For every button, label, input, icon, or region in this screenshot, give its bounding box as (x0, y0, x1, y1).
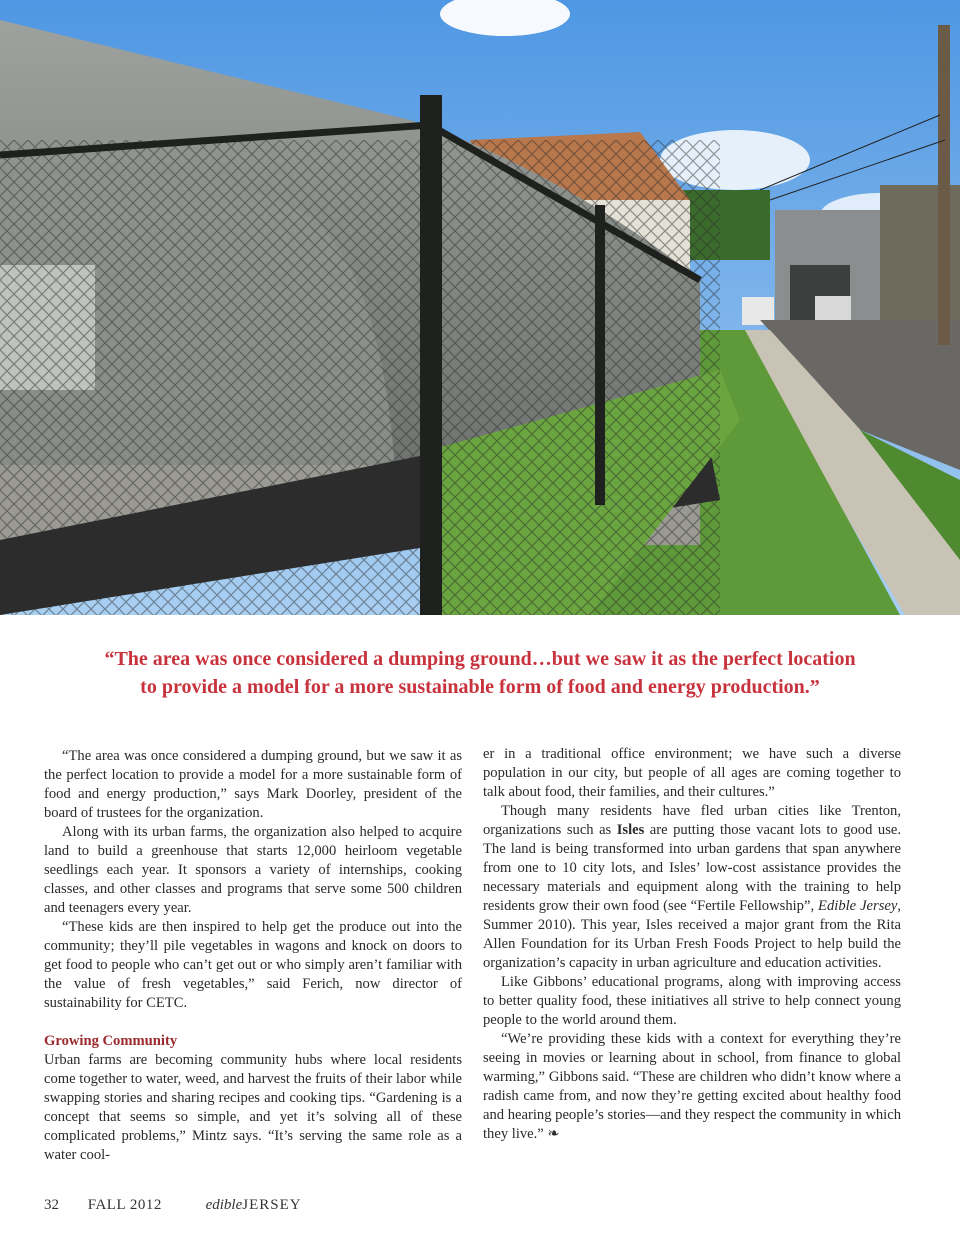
paragraph (483, 1030, 901, 1144)
magazine-name-part: edible (205, 1197, 243, 1213)
paragraph-text: , Summer 2010). This year, Isles received a major grant from the Rita Allen Foundation for its Urban Fresh Foods Project to help build the organization’s capacity in urban agriculture and education activities. (483, 898, 902, 971)
fence-post (420, 95, 442, 615)
page-number: 32 (44, 1197, 59, 1213)
utility-pole (938, 25, 950, 345)
paragraph: Like Gibbons’ educational programs, along with improving access to better quality food, these initiatives all strive to help connect young people to the world around them. (483, 974, 901, 1028)
end-mark: ❧ (543, 1126, 560, 1142)
magazine-name (206, 1197, 302, 1213)
pull-quote-line: to provide a model for a more sustainable form of food and energy production.” (140, 676, 820, 698)
page-footer (44, 1197, 302, 1214)
paragraph: “The area was once considered a dumping ground, but we saw it as the perfect location to provide a model for a more sustainable form of food and energy production,” says Mark Doorley, president of the board of trustees for the organization. (44, 748, 462, 821)
article-column-left (44, 747, 462, 1165)
hero-photo (0, 0, 960, 615)
paragraph: “These kids are then inspired to help get the produce out into the community; they’ll pile vegetables in wagons and knock on doors to get food to people who can’t get out or who simply aren’t familiar with the value of fresh vegetables,” said Ferich, now director of sustainability for CETC. (44, 919, 462, 1011)
pull-quote-line: “The area was once considered a dumping ground…but we saw it as the perfect location (104, 648, 856, 670)
issue-date: FALL 2012 (87, 1197, 162, 1213)
fence-post (595, 205, 605, 505)
org-name: Isles (616, 822, 645, 838)
paragraph-text: are putting those vacant lots to good use. The land is being transformed into urban gardens that span anywhere from one to 10 city lots, and Isles’ low-cost assistance provides the necessary materials and equipment along with the training to help residents grow their own food (see “Fertile Fellowship”, (483, 822, 901, 914)
magazine-name-part: JERSEY (242, 1197, 302, 1213)
paragraph: er in a traditional office environment; we have such a diverse population in our city, but people of all ages are coming together to talk about food, their families, and their cultures.” (483, 746, 901, 800)
fence-mesh (0, 140, 720, 615)
publication-name: Edible Jersey (818, 898, 898, 914)
pull-quote (40, 645, 920, 701)
article-column-right (483, 745, 901, 1144)
paragraph: Urban farms are becoming community hubs where local residents come together to water, weed, and harvest the fruits of their labor while swapping stories and sharing recipes and cooking tips. “Gardening is a concept that seems so simple, and yet it’s solving all of these complicated problems,” Mintz says. “It’s serving the same role as a water cool- (44, 1052, 462, 1163)
truck (815, 296, 851, 322)
paragraph: Along with its urban farms, the organization also helped to acquire land to build a greenhouse that starts 12,000 heirloom vegetable seedlings each year. It sponsors a variety of internships, cooking classes, and other classes and programs that serve some 500 children and teenagers every year. (44, 824, 462, 916)
paragraph (483, 802, 901, 973)
paragraph-text: “We’re providing these kids with a context for everything they’re seeing in movies or learning about in school, from finance to global warming,” Gibbons said. “These are children who didn’t know where a radish came from, and now they’re getting excited about healthy food and hearing people’s stories—and they respect the community in which they live.” (483, 1031, 901, 1142)
section-subhead: Growing Community (44, 1033, 178, 1049)
paragraph-text: Though many residents have fled urban cities like Trenton, organizations such as (483, 803, 901, 838)
